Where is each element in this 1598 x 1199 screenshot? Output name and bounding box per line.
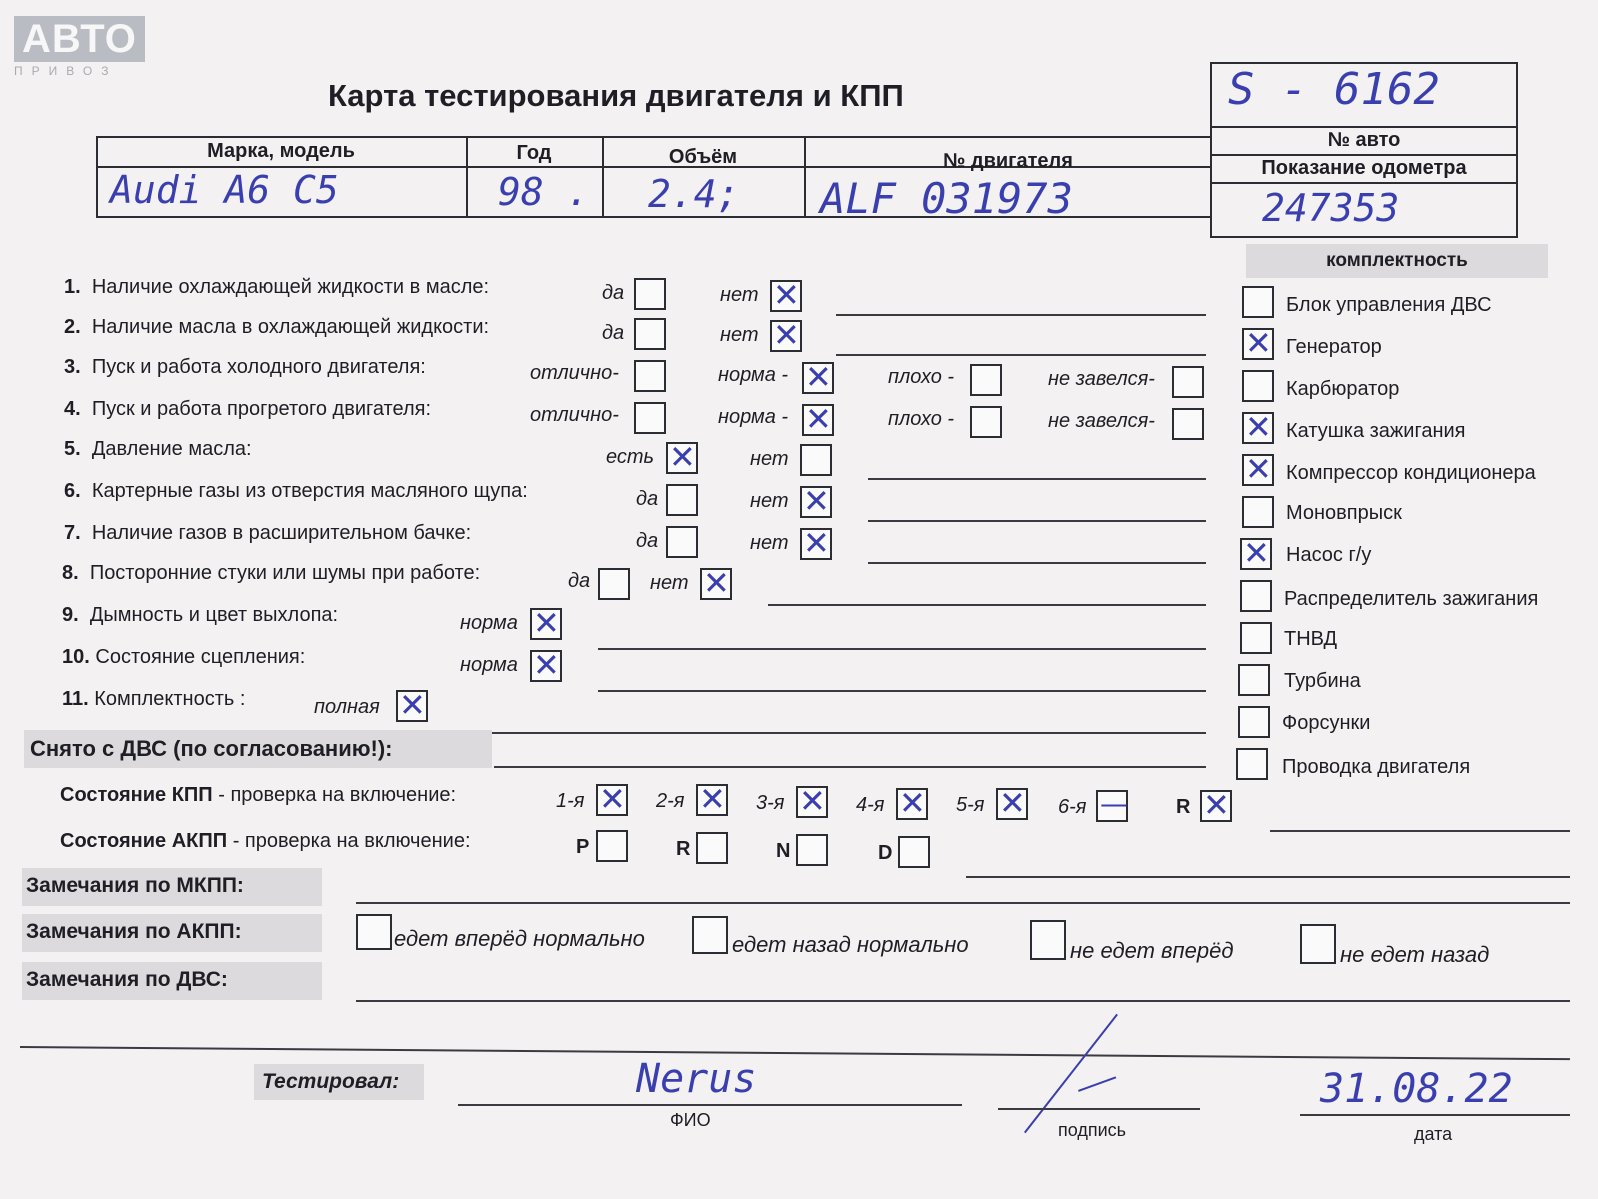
odometer-value: 247353: [1262, 186, 1400, 230]
completeness-item: Карбюратор: [1286, 378, 1400, 400]
checkbox-carburetor[interactable]: [1242, 370, 1274, 402]
remark-manual-label: Замечания по МКПП:: [26, 874, 244, 897]
remark-engine-label: Замечания по ДВС:: [26, 968, 228, 991]
checkbox-q11-full[interactable]: [396, 690, 428, 722]
checkbox-q4-excellent[interactable]: [634, 402, 666, 434]
option-label: нет: [750, 448, 789, 470]
checkbox-gear-6[interactable]: [1096, 790, 1128, 822]
checkbox-q6-yes[interactable]: [666, 484, 698, 516]
checkbox-q3-excellent[interactable]: [634, 360, 666, 392]
question-5: 5. Давление масла:: [64, 438, 252, 460]
option-label: не завелся-: [1048, 410, 1155, 432]
question-6: 6. Картерные газы из отверстия масляного щупа:: [64, 480, 528, 502]
checkbox-mode-n[interactable]: [796, 834, 828, 866]
checkbox-reverse-ok[interactable]: [692, 916, 728, 954]
logo-text: АВТО: [14, 16, 145, 62]
question-2: 2. Наличие масла в охлаждающей жидкости:: [64, 316, 490, 338]
question-9: 9. Дымность и цвет выхлопа:: [62, 604, 339, 626]
date-line: [1300, 1114, 1570, 1116]
completeness-item: Распределитель зажигания: [1284, 588, 1539, 610]
question-4: 4. Пуск и работа прогретого двигателя:: [64, 398, 432, 420]
auto-mode-label: R: [676, 838, 691, 860]
option-label: да: [636, 488, 659, 510]
auto-remark-option: едет вперёд нормально: [394, 926, 645, 951]
page-title: Карта тестирования двигателя и КПП: [328, 78, 904, 113]
make-label: Марка, модель: [207, 140, 355, 162]
question-10: 10. Состояние сцепления:: [62, 646, 306, 668]
completeness-item: Моновпрыск: [1286, 502, 1402, 524]
checkbox-q4-nostart[interactable]: [1172, 408, 1204, 440]
checkbox-ecu[interactable]: [1242, 286, 1274, 318]
option-label: да: [602, 322, 625, 344]
completeness-item: ТНВД: [1284, 628, 1338, 650]
checkbox-ac-compressor[interactable]: [1242, 454, 1274, 486]
option-label: отлично-: [530, 404, 619, 426]
notes-line: [598, 648, 1206, 650]
auto-remark-option: не едет вперёд: [1070, 938, 1234, 963]
logo: [14, 16, 145, 78]
logo-subtext: ПРИВОЗ: [14, 64, 118, 78]
notes-line: [356, 902, 1570, 904]
option-label: не завелся-: [1048, 368, 1155, 390]
divider: [1210, 154, 1518, 156]
checkbox-gear-r[interactable]: [1200, 790, 1232, 822]
engine-number-value: ALF 031973: [820, 174, 1073, 223]
checkbox-q2-yes[interactable]: [634, 318, 666, 350]
option-label: да: [568, 570, 591, 592]
removed-label: Снято с ДВС (по согласованию!):: [30, 736, 393, 761]
completeness-item: Генератор: [1286, 336, 1382, 358]
name-caption: ФИО: [670, 1110, 711, 1130]
question-3: 3. Пуск и работа холодного двигателя:: [64, 356, 426, 378]
odometer-label: Показание одометра: [1261, 157, 1467, 179]
checkbox-q3-nostart[interactable]: [1172, 366, 1204, 398]
auto-mode-label: D: [878, 842, 893, 864]
checkbox-no-reverse[interactable]: [1300, 924, 1336, 964]
checkbox-mode-p[interactable]: [596, 830, 628, 862]
question-1: 1. Наличие охлаждающей жидкости в масле:: [64, 276, 490, 298]
auto-gearbox-label: Состояние АКПП - проверка на включение:: [60, 830, 471, 852]
checkbox-q4-normal[interactable]: [802, 404, 834, 436]
signature-line: [998, 1108, 1200, 1110]
checkbox-turbo[interactable]: [1238, 664, 1270, 696]
engine-number-label: № двигателя: [943, 150, 1073, 172]
notes-line: [868, 478, 1206, 480]
name-line: [458, 1104, 962, 1106]
checkbox-q6-no[interactable]: [800, 486, 832, 518]
checkbox-gear-4[interactable]: [896, 788, 928, 820]
completeness-title: комплектность: [1326, 250, 1468, 271]
checkbox-q8-no[interactable]: [700, 568, 732, 600]
checkbox-gear-1[interactable]: [596, 784, 628, 816]
completeness-item: Насос г/у: [1286, 544, 1372, 566]
car-number-label: № авто: [1327, 129, 1401, 151]
year-label: Год: [516, 142, 552, 164]
checkbox-gear-5[interactable]: [996, 788, 1028, 820]
checkbox-engine-wiring[interactable]: [1236, 748, 1268, 780]
make-value: Audi A6 C5: [110, 168, 339, 212]
notes-line: [462, 732, 1206, 734]
signature-caption: подпись: [1058, 1120, 1127, 1140]
checkbox-mode-r[interactable]: [696, 832, 728, 864]
year-value: 98 .: [498, 170, 590, 214]
option-label: полная: [314, 696, 380, 718]
option-label: да: [602, 282, 625, 304]
completeness-item: Катушка зажигания: [1286, 420, 1466, 442]
option-label: есть: [606, 446, 655, 468]
checkbox-distributor[interactable]: [1240, 580, 1272, 612]
option-label: норма -: [718, 364, 789, 386]
checkbox-q4-bad[interactable]: [970, 406, 1002, 438]
option-label: нет: [750, 532, 789, 554]
checkbox-forward-ok[interactable]: [356, 914, 392, 950]
checkbox-q1-no[interactable]: [770, 280, 802, 312]
gear-label: 6-я: [1058, 796, 1087, 818]
signature-mark: [1024, 1014, 1118, 1133]
checkbox-q2-no[interactable]: [770, 320, 802, 352]
option-label: норма: [460, 654, 518, 676]
notes-line: [836, 314, 1206, 316]
notes-line: [598, 690, 1206, 692]
notes-line: [966, 876, 1570, 878]
option-label: норма: [460, 612, 518, 634]
option-label: нет: [720, 284, 759, 306]
checkbox-no-forward[interactable]: [1030, 920, 1066, 960]
gear-label: R: [1176, 796, 1191, 818]
completeness-item: Блок управления ДВС: [1286, 294, 1492, 316]
checkbox-generator[interactable]: [1242, 328, 1274, 360]
checkbox-q7-no[interactable]: [800, 528, 832, 560]
divider: [804, 136, 806, 218]
notes-line: [20, 1046, 1570, 1060]
gear-label: 2-я: [656, 790, 685, 812]
question-11: 11. Комплектность :: [62, 688, 246, 710]
notes-line: [836, 354, 1206, 356]
manual-gearbox-label: Состояние КПП - проверка на включение:: [60, 784, 457, 806]
checkbox-q3-normal[interactable]: [802, 362, 834, 394]
remark-auto-label: Замечания по АКПП:: [26, 920, 242, 943]
notes-line: [868, 520, 1206, 522]
notes-line: [1270, 830, 1570, 832]
car-number-value: S - 6162: [1228, 64, 1440, 115]
completeness-item: Форсунки: [1282, 712, 1371, 734]
question-8: 8. Посторонние стуки или шумы при работе:: [62, 562, 481, 584]
option-label: да: [636, 530, 659, 552]
checkbox-ignition-coil[interactable]: [1242, 412, 1274, 444]
volume-value: 2.4;: [648, 172, 740, 216]
notes-line: [494, 766, 1206, 768]
auto-mode-label: N: [776, 840, 791, 862]
checkbox-q10-normal[interactable]: [530, 650, 562, 682]
checkbox-q1-yes[interactable]: [634, 278, 666, 310]
gear-label: 1-я: [556, 790, 585, 812]
auto-remark-option: едет назад нормально: [732, 932, 969, 957]
checkbox-q7-yes[interactable]: [666, 526, 698, 558]
auto-mode-label: P: [576, 836, 590, 858]
gear-label: 5-я: [956, 794, 985, 816]
checkbox-mode-d[interactable]: [898, 836, 930, 868]
checkbox-q9-normal[interactable]: [530, 608, 562, 640]
checkbox-q5-absent[interactable]: [800, 444, 832, 476]
divider: [1210, 182, 1518, 184]
checkbox-gear-2[interactable]: [696, 784, 728, 816]
auto-remark-option: не едет назад: [1340, 942, 1490, 967]
checkbox-q3-bad[interactable]: [970, 364, 1002, 396]
completeness-item: Компрессор кондиционера: [1286, 462, 1536, 484]
tester-name: Nerus: [636, 1056, 757, 1102]
checkbox-monoinjection[interactable]: [1242, 496, 1274, 528]
tested-label: Тестировал:: [262, 1070, 400, 1093]
test-date: 31.08.22: [1320, 1066, 1513, 1112]
notes-line: [768, 604, 1206, 606]
checkbox-injectors[interactable]: [1238, 706, 1270, 738]
option-label: нет: [750, 490, 789, 512]
gear-label: 4-я: [856, 794, 885, 816]
option-label: нет: [720, 324, 759, 346]
checkbox-q8-yes[interactable]: [598, 568, 630, 600]
volume-label: Объём: [668, 146, 738, 168]
option-label: плохо -: [888, 366, 955, 388]
option-label: норма -: [718, 406, 789, 428]
completeness-item: Проводка двигателя: [1282, 756, 1471, 778]
checkbox-gear-3[interactable]: [796, 786, 828, 818]
signature-mark: [1078, 1076, 1116, 1092]
completeness-item: Турбина: [1284, 670, 1361, 692]
notes-line: [356, 1000, 1570, 1002]
question-7: 7. Наличие газов в расширительном бачке:: [64, 522, 472, 544]
notes-line: [868, 562, 1206, 564]
divider: [1210, 126, 1518, 128]
checkbox-q5-present[interactable]: [666, 442, 698, 474]
option-label: нет: [650, 572, 689, 594]
checkbox-power-steering-pump[interactable]: [1240, 538, 1272, 570]
date-caption: дата: [1414, 1124, 1453, 1144]
option-label: плохо -: [888, 408, 955, 430]
gear-label: 3-я: [756, 792, 785, 814]
checkbox-injection-pump[interactable]: [1240, 622, 1272, 654]
option-label: отлично-: [530, 362, 619, 384]
